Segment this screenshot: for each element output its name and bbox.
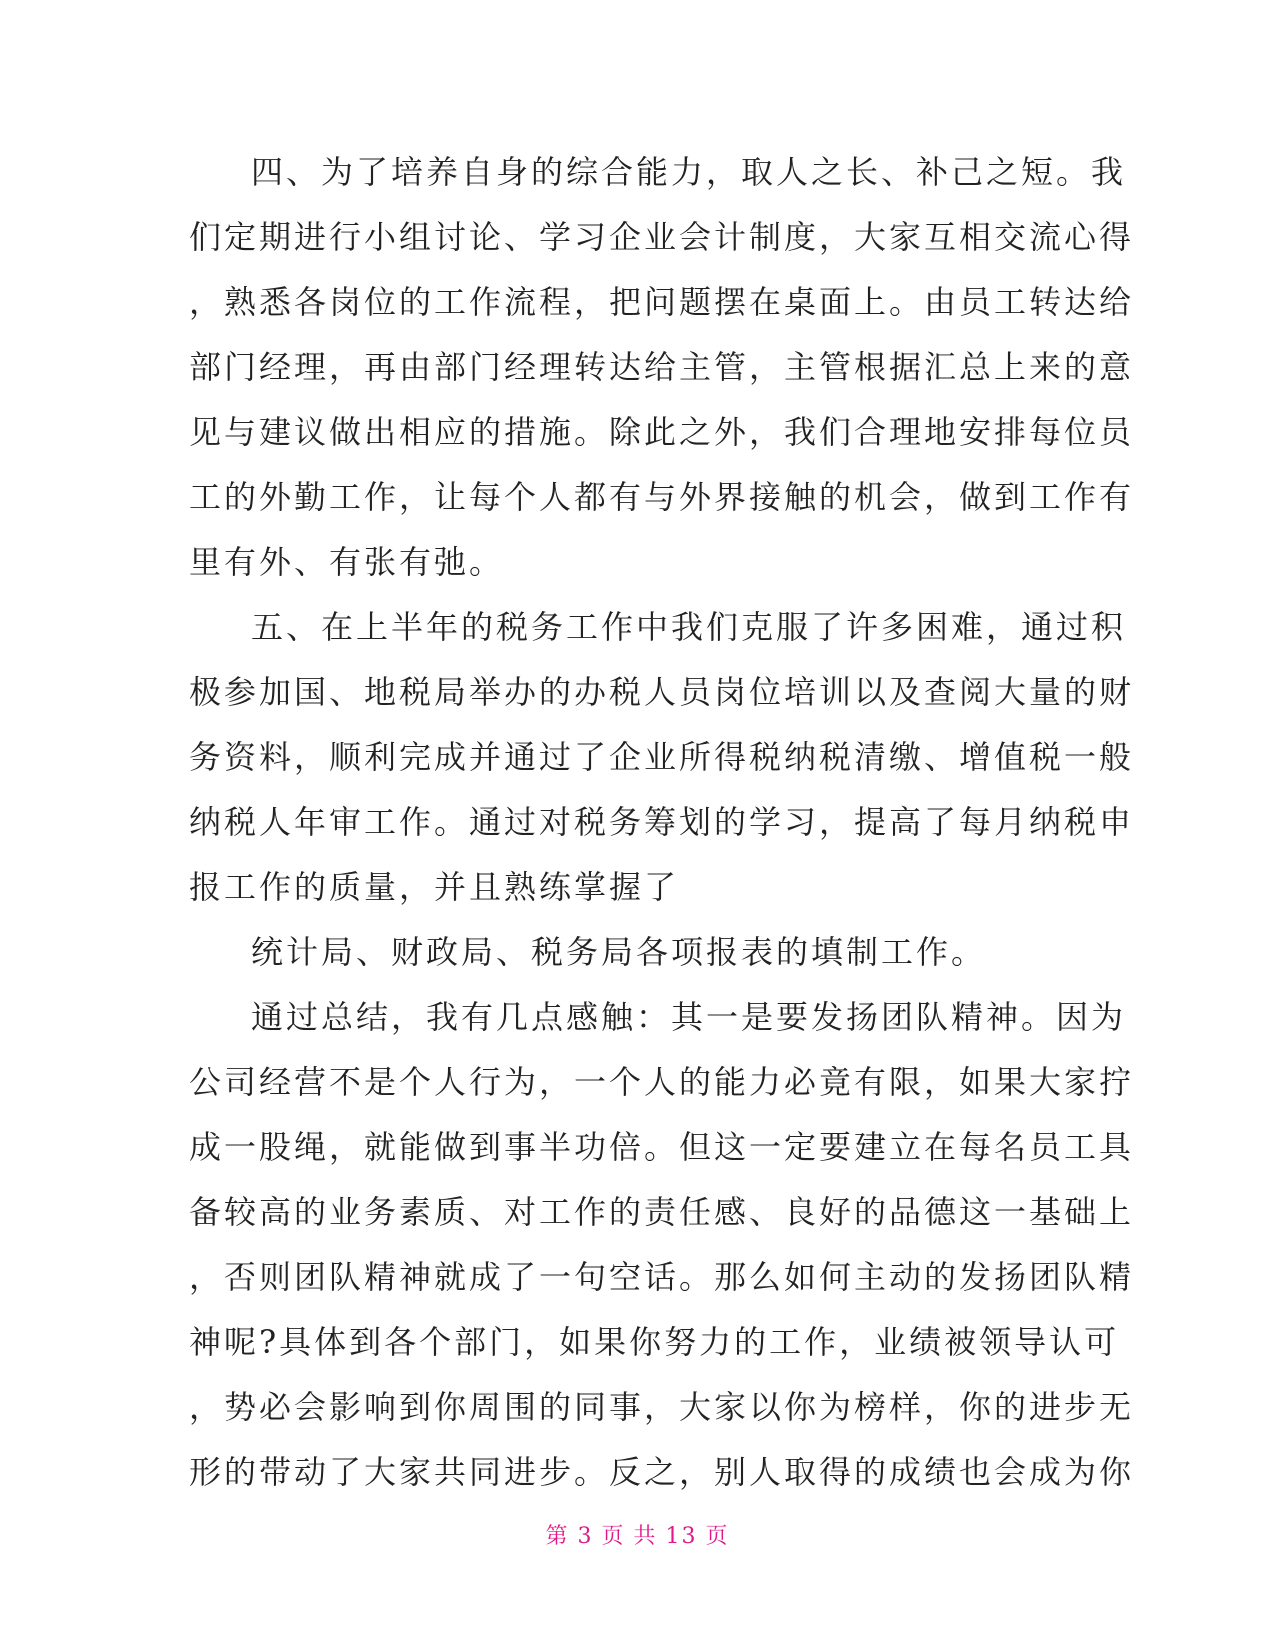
page-footer	[0, 1519, 1275, 1550]
footer-page-word: 页	[601, 1524, 626, 1549]
paragraph-line: 形的带动了大家共同进步。反之，别人取得的成绩也会成为你	[189, 1453, 1135, 1491]
footer-total-word: 共	[633, 1524, 658, 1549]
paragraph-line: 务资料，顺利完成并通过了企业所得税纳税清缴、增值税一般	[189, 738, 1135, 776]
paragraph-line: 神呢?具体到各个部门，如果你努力的工作，业绩被领导认可	[189, 1323, 1120, 1361]
paragraph-line: 统计局、财政局、税务局各项报表的填制工作。	[251, 933, 987, 971]
paragraph-line: 见与建议做出相应的措施。除此之外，我们合理地安排每位员	[189, 413, 1135, 451]
paragraph-line: 极参加国、地税局举办的办税人员岗位培训以及查阅大量的财	[189, 673, 1135, 711]
paragraph-line: ，否则团队精神就成了一句空话。那么如何主动的发扬团队精	[189, 1258, 1135, 1296]
current-page-number: 3	[577, 1524, 594, 1549]
paragraph-line: 部门经理，再由部门经理转达给主管，主管根据汇总上来的意	[189, 348, 1135, 386]
paragraph-line: 里有外、有张有弛。	[189, 543, 505, 581]
paragraph-line: 们定期进行小组讨论、学习企业会计制度，大家互相交流心得	[189, 218, 1135, 256]
total-pages-number: 13	[665, 1524, 698, 1549]
paragraph-line: 纳税人年审工作。通过对税务筹划的学习，提高了每月纳税申	[189, 803, 1135, 841]
footer-page-word-2: 页	[705, 1524, 730, 1549]
paragraph-line: 五、在上半年的税务工作中我们克服了许多困难，通过积	[251, 608, 1127, 646]
paragraph-line: 四、为了培养自身的综合能力，取人之长、补己之短。我	[251, 153, 1127, 191]
paragraph-line: ，势必会影响到你周围的同事，大家以你为榜样，你的进步无	[189, 1388, 1135, 1426]
paragraph-line: 成一股绳，就能做到事半功倍。但这一定要建立在每名员工具	[189, 1128, 1135, 1166]
paragraph-line: 报工作的质量，并且熟练掌握了	[189, 868, 680, 906]
footer-prefix: 第	[545, 1524, 570, 1549]
paragraph-line: 公司经营不是个人行为，一个人的能力必竟有限，如果大家拧	[189, 1063, 1135, 1101]
paragraph-line: 备较高的业务素质、对工作的责任感、良好的品德这一基础上	[189, 1193, 1135, 1231]
paragraph-line: ，熟悉各岗位的工作流程，把问题摆在桌面上。由员工转达给	[189, 283, 1135, 321]
paragraph-line: 通过总结，我有几点感触：其一是要发扬团队精神。因为	[251, 998, 1127, 1036]
paragraph-line: 工的外勤工作，让每个人都有与外界接触的机会，做到工作有	[189, 478, 1135, 516]
body-text	[189, 140, 1135, 1505]
